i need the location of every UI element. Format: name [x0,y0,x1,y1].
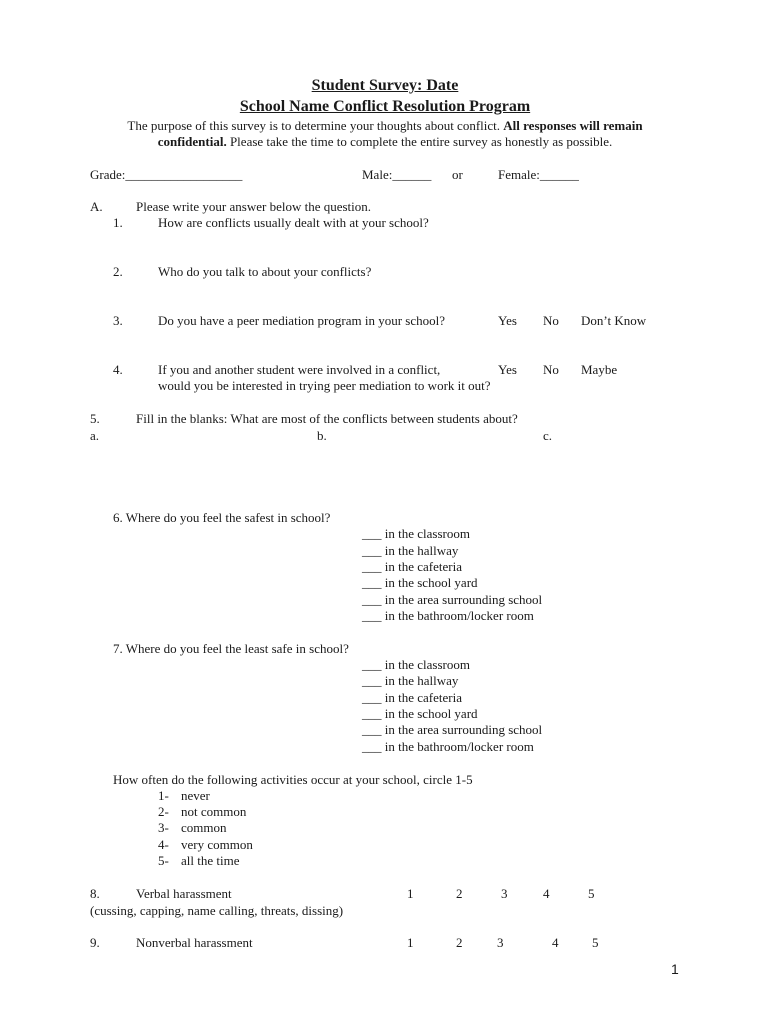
intro-line-2 [0,134,770,150]
q5-blank-a[interactable]: a. [90,428,100,443]
q8-label: Verbal harassment [136,886,232,901]
q4-number: 4. [113,362,123,377]
q5-text: Fill in the blanks: What are most of the conflicts between students about? [136,411,518,426]
q4-option-yes[interactable]: Yes [498,362,517,377]
q9-label: Nonverbal harassment [136,935,253,950]
q9-rating-1[interactable]: 1 [407,935,414,950]
survey-title: Student Survey: Date [311,77,459,94]
intro-bold-text: All responses will remain [503,118,643,133]
scale-label: all the time [181,853,240,868]
q2-number: 2. [113,264,123,279]
q1-text: How are conflicts usually dealt with at your school? [158,215,429,230]
q9-rating-3[interactable]: 3 [497,935,504,950]
q9-number: 9. [90,935,100,950]
q8-rating-3[interactable]: 3 [501,886,508,901]
or-label: or [452,167,463,182]
intro-text-2: Please take the time to complete the entire survey as honestly as possible. [229,134,613,149]
q6-option-school-yard[interactable]: ___ in the school yard [362,575,478,590]
q3-option-yes[interactable]: Yes [498,313,517,328]
q6-option-classroom[interactable]: ___ in the classroom [362,526,470,541]
scale-number: 2- [158,804,169,819]
q7-option-classroom[interactable]: ___ in the classroom [362,657,470,672]
scale-label: never [181,788,210,803]
section-instruction: Please write your answer below the question. [136,199,372,214]
program-title: School Name Conflict Resolution Program [239,98,531,115]
scale-number: 4- [158,837,169,852]
q4-option-no[interactable]: No [543,362,559,377]
q8-rating-4[interactable]: 4 [543,886,550,901]
q3-option-no[interactable]: No [543,313,559,328]
q7-prompt: 7. Where do you feel the least safe in school? [113,641,349,656]
q3-text: Do you have a peer mediation program in your school? [158,313,445,328]
q4-option-maybe[interactable]: Maybe [581,362,618,377]
section-letter: A. [90,199,103,214]
scale-label: not common [181,804,247,819]
q6-option-cafeteria[interactable]: ___ in the cafeteria [362,559,462,574]
q5-number: 5. [90,411,100,426]
q8-subtext: (cussing, capping, name calling, threats, dissing) [90,903,344,918]
q7-option-surrounding-area[interactable]: ___ in the area surrounding school [362,722,543,737]
q4-text-line-2: would you be interested in trying peer mediation to work it out? [158,378,491,393]
q6-option-surrounding-area[interactable]: ___ in the area surrounding school [362,592,543,607]
scale-number: 3- [158,820,169,835]
q9-rating-4[interactable]: 4 [552,935,559,950]
scale-label: very common [181,837,253,852]
q8-rating-2[interactable]: 2 [456,886,463,901]
intro-text: The purpose of this survey is to determine your thoughts about conflict. [127,118,501,133]
q3-option-dont-know[interactable]: Don’t Know [581,313,647,328]
scale-number: 5- [158,853,169,868]
q4-text-line-1: If you and another student were involved in a conflict, [158,362,441,377]
q7-option-bathroom[interactable]: ___ in the bathroom/locker room [362,739,534,754]
q8-rating-5[interactable]: 5 [588,886,595,901]
q7-option-cafeteria[interactable]: ___ in the cafeteria [362,690,462,705]
q7-option-school-yard[interactable]: ___ in the school yard [362,706,478,721]
q5-blank-b[interactable]: b. [317,428,327,443]
q6-option-hallway[interactable]: ___ in the hallway [362,543,459,558]
q5-blank-c[interactable]: c. [543,428,553,443]
q8-rating-1[interactable]: 1 [407,886,414,901]
q7-option-hallway[interactable]: ___ in the hallway [362,673,459,688]
q6-option-bathroom[interactable]: ___ in the bathroom/locker room [362,608,534,623]
frequency-intro: How often do the following activities occur at your school, circle 1-5 [113,772,473,787]
page-number: 1 [671,961,679,977]
female-field[interactable]: Female:______ [498,167,579,182]
q3-number: 3. [113,313,123,328]
intro-bold-text-2: confidential. [157,134,227,149]
q8-number: 8. [90,886,100,901]
intro-line-1 [0,118,770,134]
grade-field[interactable]: Grade:__________________ [90,167,243,182]
q9-rating-5[interactable]: 5 [592,935,599,950]
male-field[interactable]: Male:______ [362,167,432,182]
q2-text: Who do you talk to about your conflicts? [158,264,372,279]
q6-prompt: 6. Where do you feel the safest in school? [113,510,331,525]
scale-number: 1- [158,788,169,803]
q9-rating-2[interactable]: 2 [456,935,463,950]
q1-number: 1. [113,215,123,230]
scale-label: common [181,820,227,835]
